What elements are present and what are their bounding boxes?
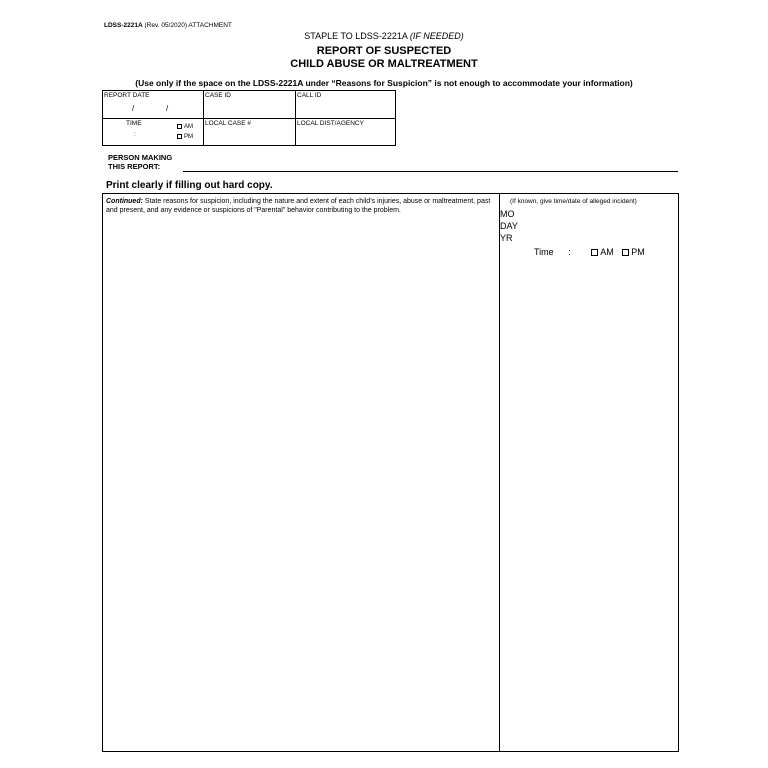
person-making-report-label [108,153,172,171]
incident-pm-label: PM [631,247,645,257]
date-slash-2: / [166,104,169,113]
form-number [104,22,232,29]
incident-note: (If known, give time/date of alleged incident) [510,198,637,205]
am-option[interactable] [177,124,193,130]
info-table [102,90,396,146]
report-date-label: REPORT DATE [104,92,150,99]
use-only-note: (Use only if the space on the LDSS-2221A under “Reasons for Suspicion” is not enough to accommodate your information) [135,78,633,88]
continued-label: Continued: [106,198,143,205]
person-label-line2: THIS REPORT: [108,162,161,171]
call-id-label: CALL ID [297,92,322,99]
time-field[interactable] [104,119,202,145]
pm-label: PM [184,134,193,141]
am-checkbox[interactable] [177,124,182,129]
staple-instruction [0,31,768,41]
day-label: DAY [500,221,518,231]
staple-prefix: STAPLE TO LDSS-2221A [304,31,408,41]
page-title-line1: REPORT OF SUSPECTED [316,45,452,57]
case-id-field[interactable] [205,92,293,118]
incident-am-label: AM [600,247,614,257]
page-title-line2: CHILD ABUSE OR MALTREATMENT [290,58,478,70]
incident-am-checkbox[interactable] [591,249,598,256]
continued-instructions[interactable] [106,197,491,215]
call-id-field[interactable] [297,92,395,118]
local-case-label: LOCAL CASE # [205,120,252,127]
time-label: TIME [126,120,142,127]
incident-time-label: Time [534,247,554,257]
pm-checkbox[interactable] [177,134,182,139]
local-dist-field[interactable] [297,120,395,145]
info-table-col-divider-1 [203,91,204,145]
local-dist-label: LOCAL DIST/AGENCY [297,120,364,127]
case-id-label: CASE ID [205,92,232,99]
continued-text: State reasons for suspicion, including the nature and extent of each child’s injuries, abuse or maltreatment, past and present, and any evidence or suspicions of "Parental" behavior contributing to the problem. [106,198,491,214]
info-table-col-divider-2 [295,91,296,145]
date-slash-1: / [132,104,135,113]
am-label: AM [184,124,193,131]
incident-am-option[interactable] [591,247,616,257]
time-colon: : [134,131,136,138]
yr-label: YR [500,233,513,243]
staple-suffix: (IF NEEDED) [409,31,464,41]
incident-pm-option[interactable] [622,247,645,257]
report-date-field[interactable] [104,92,202,118]
incident-time-colon: : [568,247,571,257]
local-case-field[interactable] [205,120,293,145]
reasons-box [102,193,679,752]
person-making-report-input[interactable] [183,171,678,172]
incident-pm-checkbox[interactable] [622,249,629,256]
form-number-code: LDSS-2221A [104,22,143,29]
print-note: Print clearly if filling out hard copy. [106,180,273,191]
incident-time-row [534,247,645,257]
form-revision: (Rev. 05/2020) ATTACHMENT [144,22,232,29]
reasons-divider [499,194,500,751]
mo-label: MO [500,209,515,219]
person-label-line1: PERSON MAKING [108,153,173,162]
pm-option[interactable] [177,134,193,140]
